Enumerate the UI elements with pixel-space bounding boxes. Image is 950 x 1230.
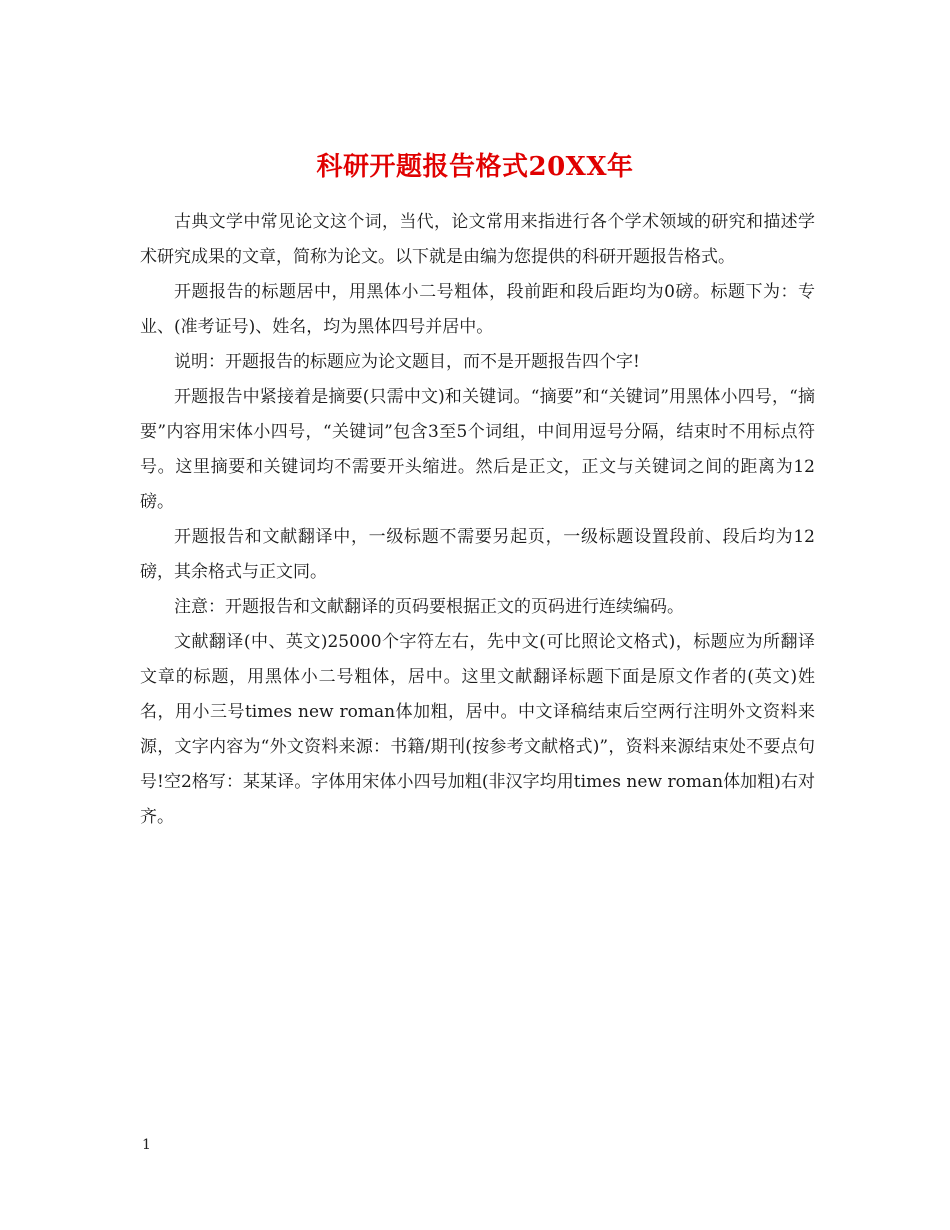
paragraph-abstract-keywords: 开题报告中紧接着是摘要(只需中文)和关键词。“摘要”和“关键词”用黑体小四号，“摘要”内容用宋体小四号，“关键词”包含3至5个词组，中间用逗号分隔，结束时不用标点符号。这里摘要和关键词均不需要开头缩进。然后是正文，正文与关键词之间的距离为12磅。 xyxy=(140,387,815,512)
paragraph-intro: 古典文学中常见论文这个词，当代，论文常用来指进行各个学术领域的研究和描述学术研究成果的文章，简称为论文。以下就是由编为您提供的科研开题报告格式。 xyxy=(140,212,815,267)
page-number: 1 xyxy=(142,1137,151,1153)
document-title: 科研开题报告格式20XX年 xyxy=(316,152,634,183)
document-body xyxy=(140,205,815,835)
paragraph-page-numbering: 注意：开题报告和文献翻译的页码要根据正文的页码进行连续编码。 xyxy=(174,597,684,617)
paragraph-translation: 文献翻译(中、英文)25000个字符左右，先中文(可比照论文格式)，标题应为所翻译文章的标题，用黑体小二号粗体，居中。这里文献翻译标题下面是原文作者的(英文)姓名，用小三号times new roman体加粗，居中。中文译稿结束后空两行注明外文资料来源，文字内容为“外文资料来源：书籍/期刊(按参考文献格式)”，资料来源结束处不要点句号!空2格写：某某译。字体用宋体小四号加粗(非汉字均用times new roman体加粗)右对齐。 xyxy=(140,632,815,827)
paragraph-headings: 开题报告和文献翻译中，一级标题不需要另起页，一级标题设置段前、段后均为12磅，其余格式与正文同。 xyxy=(140,527,815,582)
paragraph-note: 说明：开题报告的标题应为论文题目，而不是开题报告四个字! xyxy=(174,352,640,372)
paragraph-title-format: 开题报告的标题居中，用黑体小二号粗体，段前距和段后距均为0磅。标题下为：专业、(准考证号)、姓名，均为黑体四号并居中。 xyxy=(140,282,815,337)
